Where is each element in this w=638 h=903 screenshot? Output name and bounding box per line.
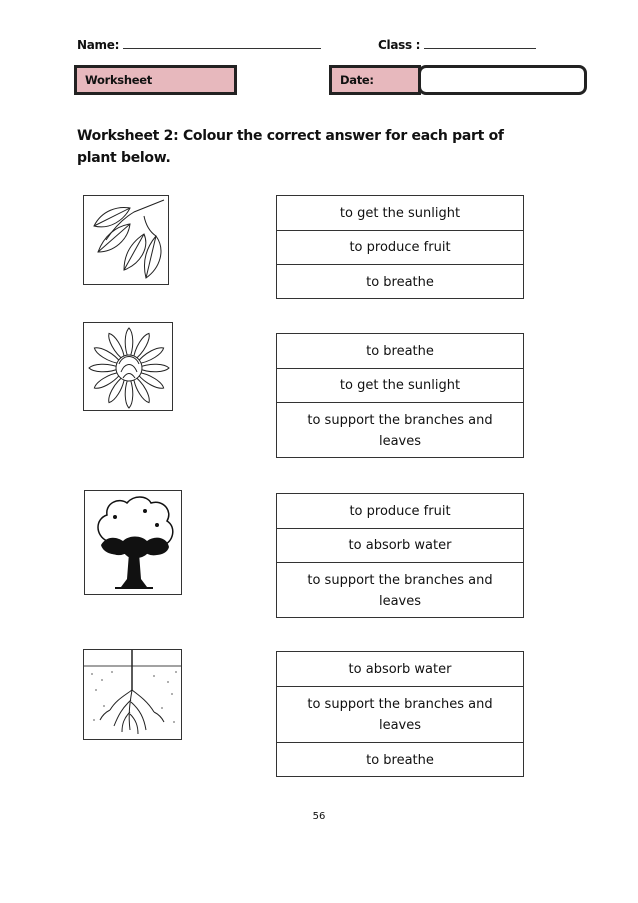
option-box[interactable]: to support the branches and leaves [277,687,523,743]
option-box[interactable]: to absorb water [277,652,523,687]
leaf-picture [83,195,169,285]
option-box[interactable]: to breathe [366,275,434,290]
class-field[interactable] [378,38,536,52]
date-tag [329,65,421,95]
name-line[interactable] [123,48,321,49]
option-box[interactable]: to absorb water [277,529,523,563]
option-box[interactable]: to produce fruit [277,494,523,529]
options-group-flower [276,333,524,458]
tree-icon [85,491,182,595]
class-label: Class : [378,38,421,52]
options-group-roots [276,651,524,777]
option-box[interactable]: to get the sunlight [277,369,523,403]
worksheet-title: Worksheet 2: Colour the correct answer for each part of plant below. [77,128,504,166]
option-box[interactable]: to get the sunlight [277,196,523,231]
option-box[interactable]: to breathe [277,334,523,369]
option-box[interactable]: to support the branches and leaves [307,413,493,449]
date-input-box[interactable] [418,65,587,95]
page-number: 56 [312,811,326,822]
worksheet-tag-label: Worksheet [85,73,152,87]
option-box[interactable]: to support the branches and leaves [307,573,493,609]
name-label: Name: [77,38,120,52]
tree-picture [84,490,182,595]
name-field[interactable] [77,38,321,52]
roots-picture [83,649,182,740]
option-box[interactable]: to breathe [366,753,434,768]
flower-picture [83,322,173,411]
flower-icon [84,323,173,411]
option-box[interactable]: to produce fruit [277,231,523,265]
worksheet-tag [74,65,237,95]
roots-icon [84,650,182,740]
options-group-leaf [276,195,524,299]
date-label: Date: [340,73,374,87]
class-line[interactable] [424,48,536,49]
leaf-icon [84,196,169,285]
options-group-tree [276,493,524,618]
